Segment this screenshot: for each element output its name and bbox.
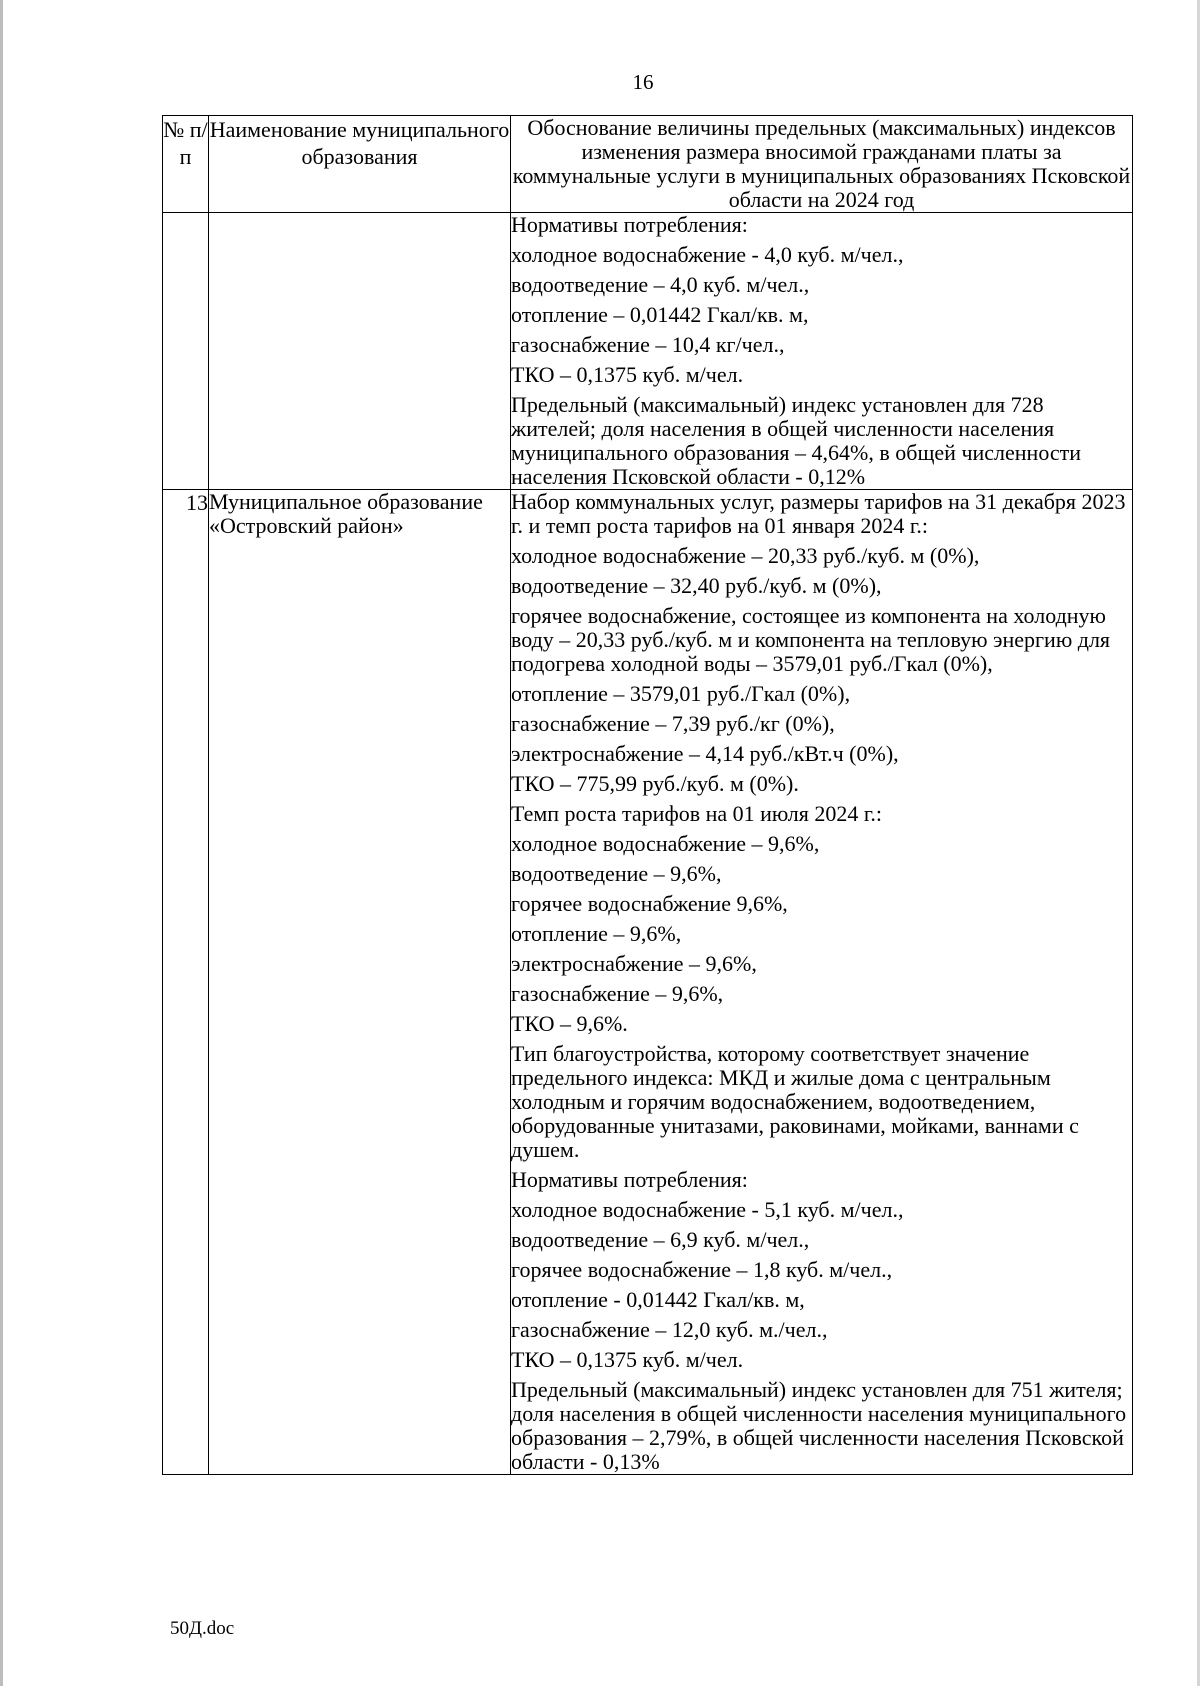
basis-paragraph: Предельный (максимальный) индекс установлен для 728 жителей; доля населения в общей численности населения муниципального образования – 4,64%, в общей численности населения Псковской области - 0,12% xyxy=(511,392,1082,489)
header-basis: Обоснование величины предельных (максимальных) индексов изменения размера вносимой гражданами платы за коммунальные услуги в муниципальных образованиях Псковской области на 2024 год xyxy=(511,116,1133,213)
basis-paragraph: газоснабжение – 10,4 кг/чел., xyxy=(511,332,785,357)
basis-paragraph: электроснабжение – 4,14 руб./кВт.ч (0%), xyxy=(511,741,899,766)
page-number: 16 xyxy=(632,70,654,94)
basis-paragraph: электроснабжение – 9,6%, xyxy=(511,951,757,976)
header-municipality-name: Наименование муниципального образования xyxy=(209,116,511,213)
footer-filename: 50Д.doc xyxy=(170,1618,235,1639)
basis-paragraph: газоснабжение – 9,6%, xyxy=(511,981,724,1006)
basis-paragraph: холодное водоснабжение – 20,33 руб./куб. м (0%), xyxy=(511,543,980,568)
basis-paragraph: водоотведение – 32,40 руб./куб. м (0%), xyxy=(511,573,882,598)
basis-paragraph: газоснабжение – 7,39 руб./кг (0%), xyxy=(511,711,835,736)
basis-cell xyxy=(511,490,1133,1475)
scan-edge-left xyxy=(0,0,3,1686)
basis-paragraph: горячее водоснабжение – 1,8 куб. м/чел., xyxy=(511,1257,893,1282)
basis-paragraph: Темп роста тарифов на 01 июля 2024 г.: xyxy=(511,801,883,826)
basis-cell xyxy=(511,213,1133,490)
basis-paragraph: водоотведение – 4,0 куб. м/чел., xyxy=(511,272,810,297)
basis-paragraph: горячее водоснабжение, состоящее из компонента на холодную воду – 20,33 руб./куб. м и компонента на тепловую энергию для подогрева холодной воды – 3579,01 руб./Гкал (0%), xyxy=(511,603,1111,676)
row-number-cell xyxy=(163,213,209,490)
header-number: № п/п xyxy=(163,116,209,213)
table-row xyxy=(163,213,1133,490)
basis-paragraph: ТКО – 775,99 руб./куб. м (0%). xyxy=(511,771,799,796)
basis-paragraph: водоотведение – 6,9 куб. м/чел., xyxy=(511,1227,810,1252)
basis-paragraph: ТКО – 9,6%. xyxy=(511,1011,628,1036)
basis-paragraph: Предельный (максимальный) индекс установлен для 751 жителя; доля населения в общей численности населения муниципального образования – 2,79%, в общей численности населения Псковской области - 0,13% xyxy=(511,1377,1127,1474)
basis-paragraph: горячее водоснабжение 9,6%, xyxy=(511,891,788,916)
table-row xyxy=(163,490,1133,1475)
basis-paragraph: Нормативы потребления: xyxy=(511,212,748,237)
basis-paragraph: водоотведение – 9,6%, xyxy=(511,861,722,886)
basis-paragraph: холодное водоснабжение - 5,1 куб. м/чел., xyxy=(511,1197,904,1222)
basis-paragraph: Тип благоустройства, которому соответствует значение предельного индекса: МКД и жилые дома с центральным холодным и горячим водоснабжением, водоотведением, оборудованные унитазами, раковинами, мойками, ваннами с душем. xyxy=(511,1041,1079,1162)
tariff-index-table xyxy=(162,115,1133,1475)
basis-paragraph: Нормативы потребления: xyxy=(511,1167,748,1192)
basis-paragraph: отопление - 0,01442 Гкал/кв. м, xyxy=(511,1287,805,1312)
basis-paragraph: ТКО – 0,1375 куб. м/чел. xyxy=(511,362,744,387)
municipality-name-cell xyxy=(209,213,511,490)
basis-paragraph: ТКО – 0,1375 куб. м/чел. xyxy=(511,1347,744,1372)
table-body xyxy=(163,213,1133,1475)
row-number-cell: 13 xyxy=(163,490,209,1475)
basis-paragraph: газоснабжение – 12,0 куб. м./чел., xyxy=(511,1317,828,1342)
municipality-name-cell: Муниципальное образование «Островский район» xyxy=(209,490,511,1475)
basis-paragraph: Набор коммунальных услуг, размеры тарифов на 31 декабря 2023 г. и темп роста тарифов на 01 января 2024 г.: xyxy=(511,489,1126,538)
basis-paragraph: отопление – 0,01442 Гкал/кв. м, xyxy=(511,302,809,327)
basis-paragraph: холодное водоснабжение – 9,6%, xyxy=(511,831,820,856)
table-header-row xyxy=(163,116,1133,213)
basis-paragraph: холодное водоснабжение - 4,0 куб. м/чел., xyxy=(511,242,904,267)
basis-paragraph: отопление – 9,6%, xyxy=(511,921,682,946)
basis-paragraph: отопление – 3579,01 руб./Гкал (0%), xyxy=(511,681,851,706)
